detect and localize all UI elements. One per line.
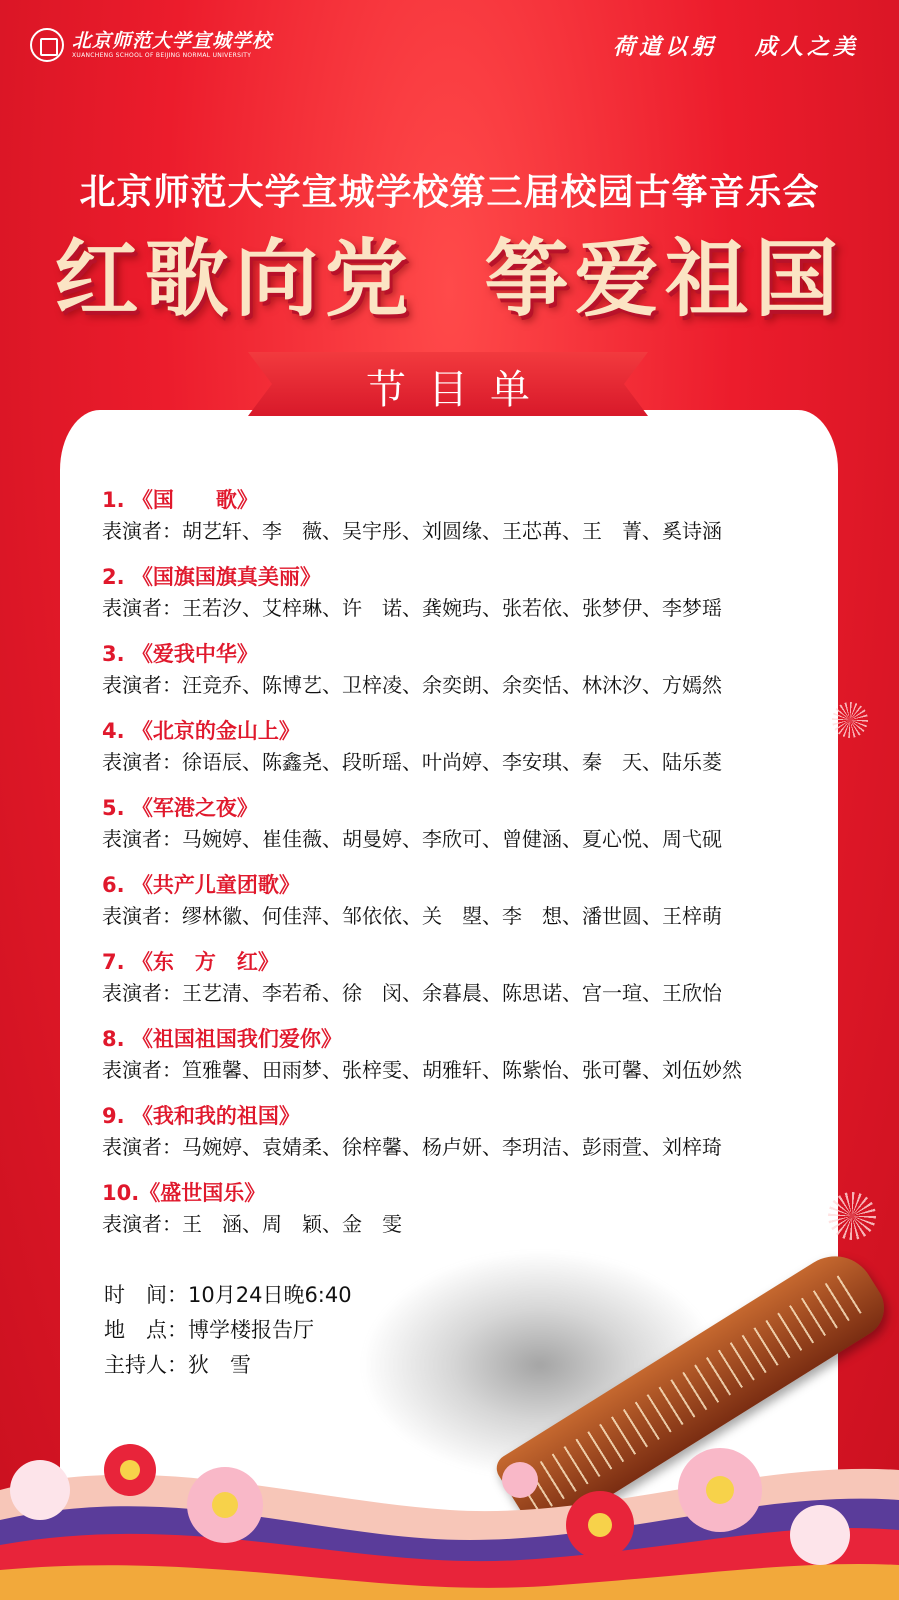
school-seal-icon <box>30 28 64 62</box>
program-item-title: 8. 《祖国祖国我们爱你》 <box>102 1027 342 1051</box>
program-item-title: 3. 《爱我中华》 <box>102 642 258 666</box>
logo-text <box>72 30 272 60</box>
flower-icon <box>502 1462 538 1498</box>
flower-center-icon <box>706 1476 734 1504</box>
flower-center-icon <box>588 1513 612 1537</box>
event-place: 地 点：博学楼报告厅 <box>104 1318 314 1342</box>
program-item-performers: 表演者：胡艺轩、李 薇、吴宇彤、刘圆缘、王芯苒、王 菁、奚诗涵 <box>102 519 722 543</box>
program-item-performers: 表演者：王 涵、周 颖、金 雯 <box>102 1212 402 1236</box>
logo-english-name: XUANCHENG SCHOOL OF BEIJING NORMAL UNIVERSITY <box>72 52 252 59</box>
program-item-title: 1. 《国 歌》 <box>102 488 258 512</box>
program-item <box>102 639 802 702</box>
event-subtitle: 北京师范大学宣城学校第三届校园古筝音乐会 <box>79 172 820 213</box>
school-motto <box>613 30 859 61</box>
firework-icon <box>828 1192 876 1240</box>
program-item-performers: 表演者：缪林徽、何佳萍、邹依依、关 曌、李 想、潘世圆、王梓萌 <box>102 904 722 928</box>
flower-center-icon <box>212 1492 238 1518</box>
event-main-title <box>0 212 899 333</box>
program-banner <box>248 352 648 416</box>
logo-chinese-name: 北京师范大学宣城学校 <box>72 30 273 52</box>
program-item <box>102 870 802 933</box>
program-item-title: 4. 《北京的金山上》 <box>102 719 300 743</box>
flower-icon <box>10 1460 70 1520</box>
event-host: 主持人：狄 雪 <box>104 1353 251 1377</box>
program-item <box>102 716 802 779</box>
program-item-performers: 表演者：马婉婷、崔佳薇、胡曼婷、李欣可、曾健涵、夏心悦、周弋砚 <box>102 827 722 851</box>
banner-label: 节目单 <box>366 367 552 413</box>
program-item-title: 10.《盛世国乐》 <box>102 1181 266 1205</box>
firework-icon <box>832 702 868 738</box>
program-list <box>102 485 802 1255</box>
event-time: 时 间：10月24日晚6:40 <box>104 1283 352 1307</box>
flower-center-icon <box>120 1460 140 1480</box>
program-item-title: 2. 《国旗国旗真美丽》 <box>102 565 321 589</box>
program-item <box>102 947 802 1010</box>
program-item-performers: 表演者：徐语辰、陈鑫尧、段昕瑶、叶尚婷、李安琪、秦 天、陆乐菱 <box>102 750 722 774</box>
program-item <box>102 1024 802 1087</box>
main-title-left: 红歌向党 <box>54 230 415 328</box>
program-item-title: 6. 《共产儿童团歌》 <box>102 873 300 897</box>
program-item-title: 9. 《我和我的祖国》 <box>102 1104 300 1128</box>
school-logo <box>30 28 272 62</box>
program-item-title: 5. 《军港之夜》 <box>102 796 258 820</box>
motto-right: 成人之美 <box>754 34 859 60</box>
program-item-performers: 表演者：王若汐、艾梓琳、许 诺、龚婉玙、张若依、张梦伊、李梦瑶 <box>102 596 722 620</box>
main-title-right: 筝爱祖国 <box>484 230 845 328</box>
flower-icon <box>790 1505 850 1565</box>
program-item <box>102 1101 802 1164</box>
program-item-performers: 表演者：笪雅馨、田雨梦、张梓雯、胡雅轩、陈紫怡、张可馨、刘伍妙然 <box>102 1058 742 1082</box>
program-item-performers: 表演者：汪竞乔、陈博艺、卫梓凌、余奕朗、余奕恬、林沐汐、方嫣然 <box>102 673 722 697</box>
program-item <box>102 793 802 856</box>
program-item <box>102 562 802 625</box>
motto-left: 荷道以躬 <box>612 34 717 60</box>
flower-wave-decoration <box>0 1430 899 1600</box>
program-item-performers: 表演者：王艺清、李若希、徐 闵、余暮晨、陈思诺、宫一瑄、王欣怡 <box>102 981 722 1005</box>
program-item-performers: 表演者：马婉婷、袁婧柔、徐梓馨、杨卢妍、李玥洁、彭雨萱、刘梓琦 <box>102 1135 722 1159</box>
program-item <box>102 1178 802 1241</box>
program-item <box>102 485 802 548</box>
program-item-title: 7. 《东 方 红》 <box>102 950 279 974</box>
event-info <box>104 1278 352 1383</box>
